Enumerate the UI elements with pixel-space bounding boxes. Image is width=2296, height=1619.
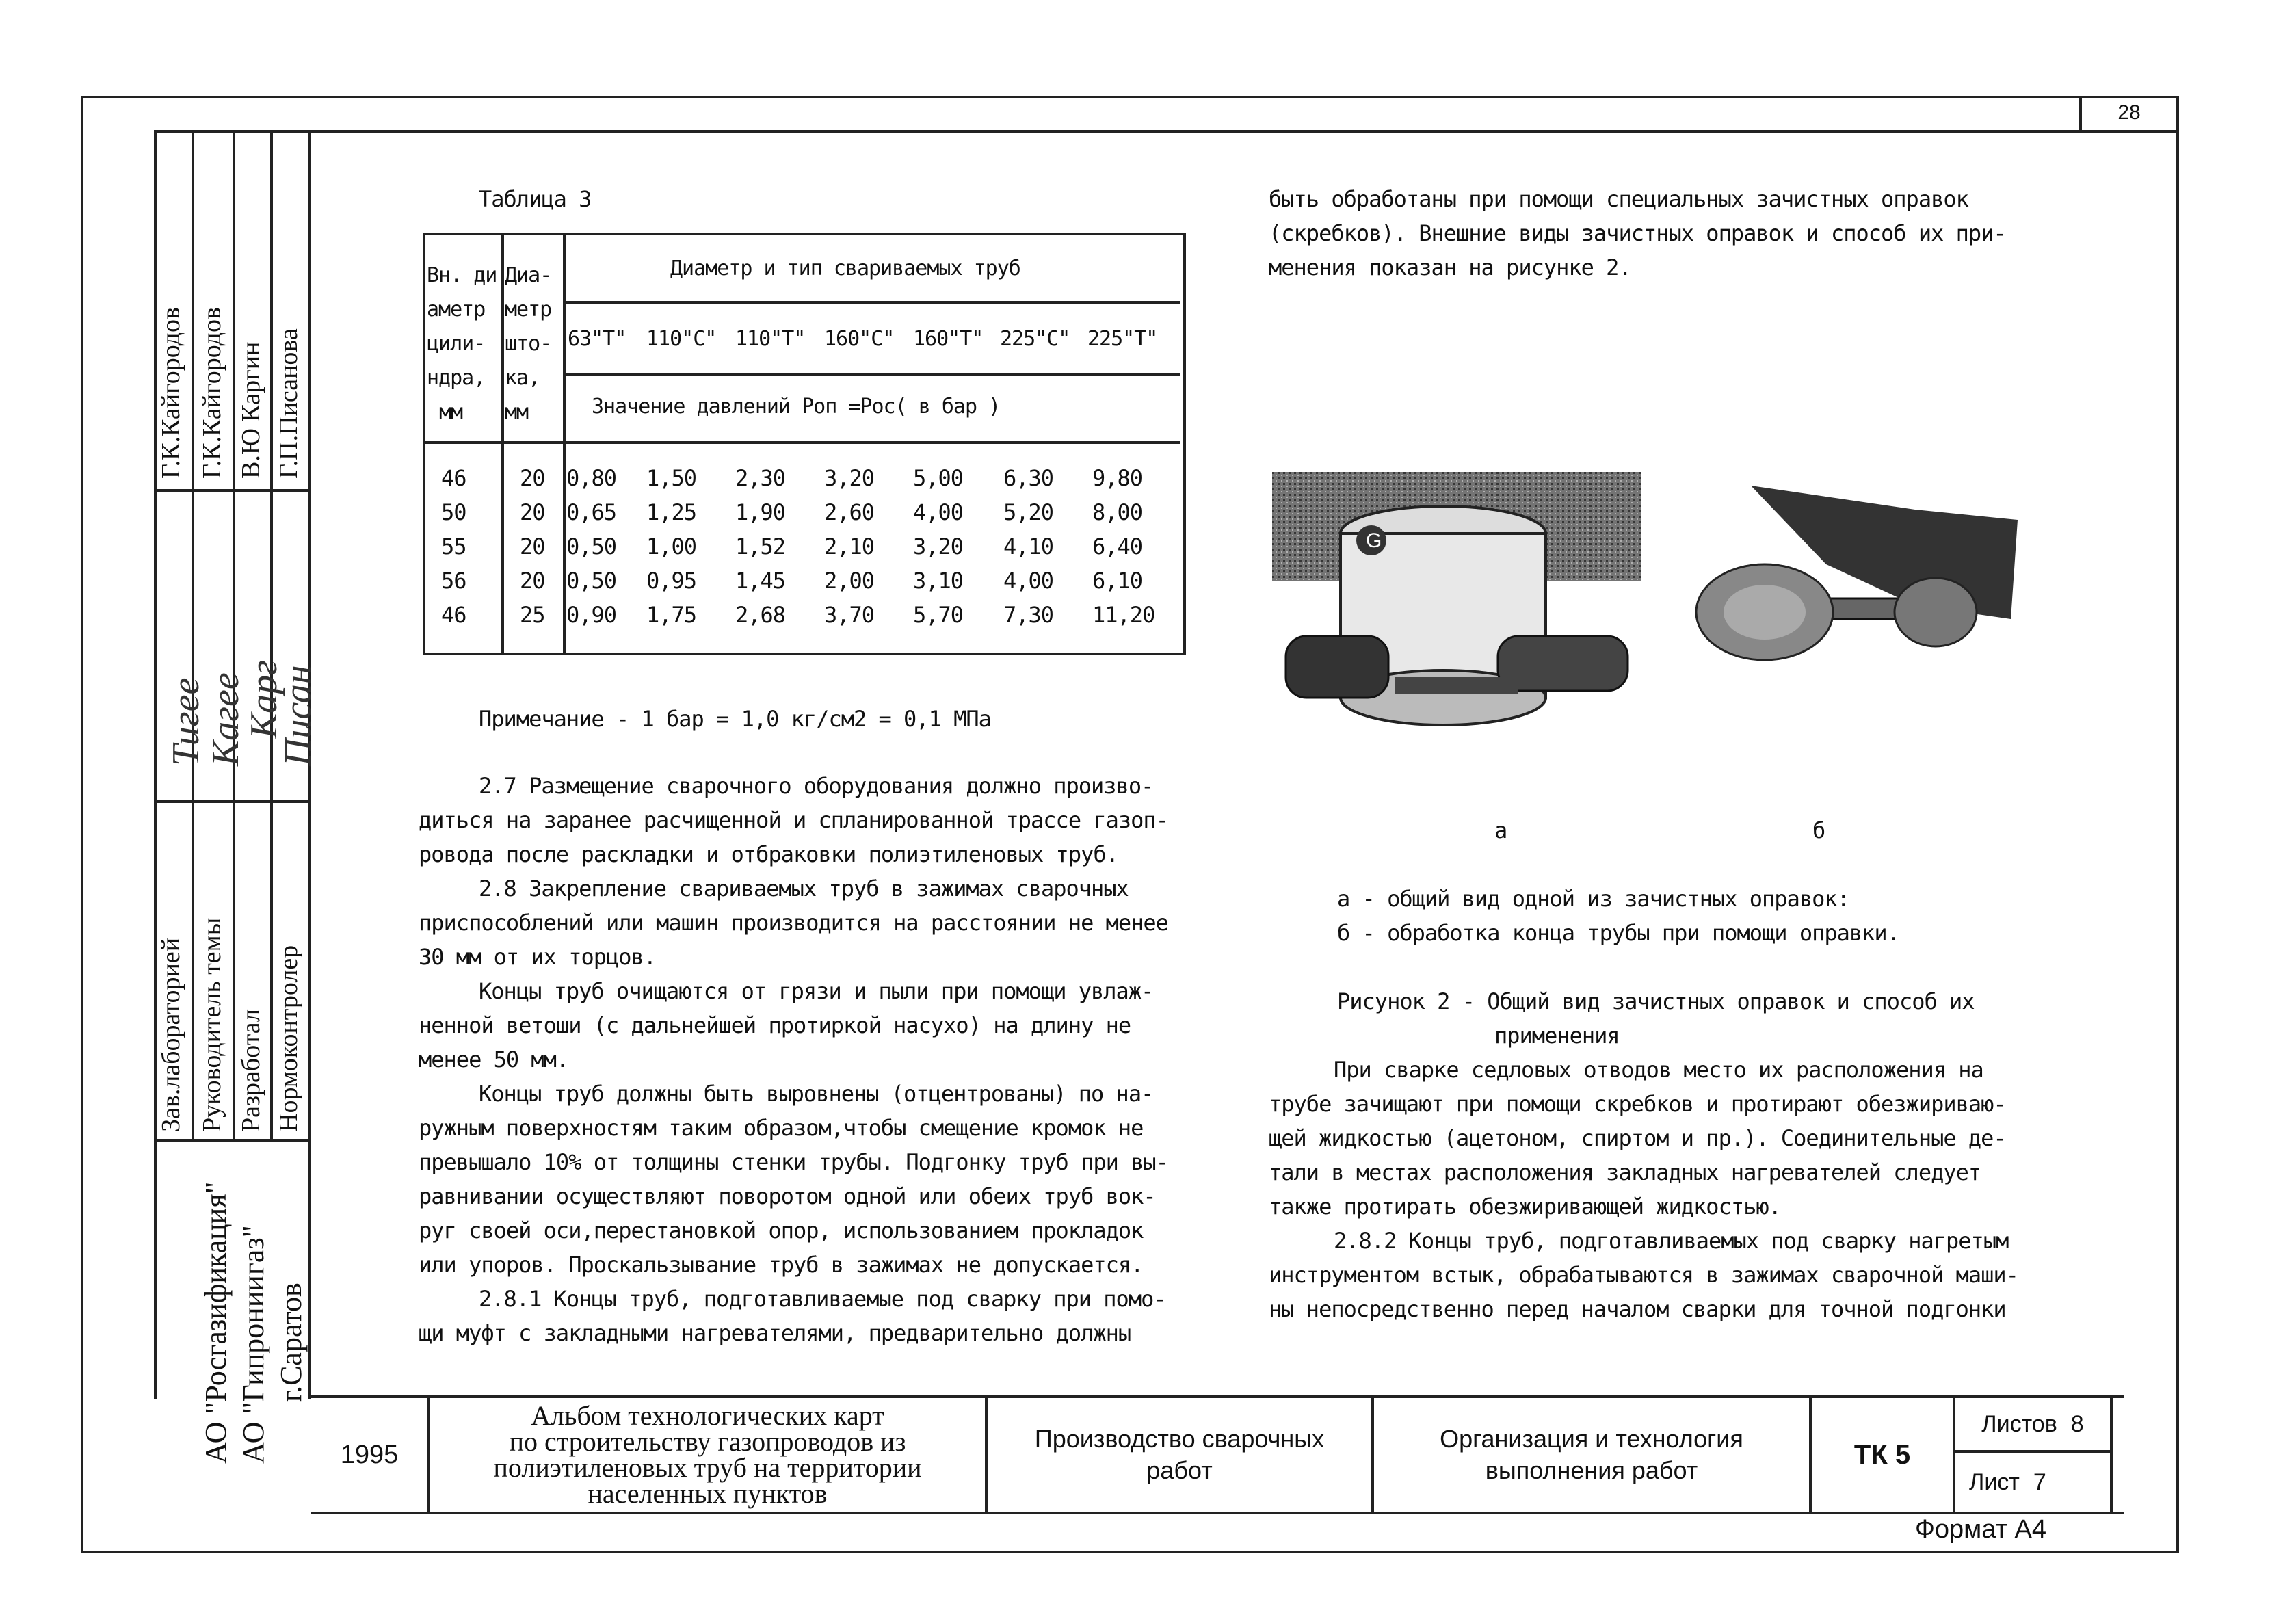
left-para-line: ненной ветоши (с дальнейшей протиркой насухо) на длину не xyxy=(419,1012,1131,1038)
stamp-sheet: Лист 7 xyxy=(1969,1469,2046,1495)
right-para-line: менения показан на рисунке 2. xyxy=(1269,254,1631,280)
side-signature-4: Писан xyxy=(277,665,319,766)
left-para-line: превышало 10% от толщины стенки трубы. Подгонку труб при вы- xyxy=(419,1149,1168,1175)
format-label: Формат А4 xyxy=(1915,1515,2047,1544)
side-name-3: В.Ю Каргин xyxy=(237,341,265,479)
stamp-year: 1995 xyxy=(340,1440,399,1469)
table-head-col1: Вн. ди аметр цили- ндра, мм xyxy=(427,263,497,424)
table-pipe-4: 160"С" xyxy=(824,327,895,351)
right-para-line: тали в местах расположения закладных нагревателей следует xyxy=(1269,1159,1981,1185)
stamp-section: Производство сварочных работ xyxy=(1034,1425,1325,1484)
stamp-topic: Организация и технология выполнения работ xyxy=(1440,1425,1743,1484)
left-para-line: 2.8.1 Концы труб, подготавливаемые под сварку при помо- xyxy=(479,1286,1166,1312)
stamp-sheets: Листов 8 xyxy=(1981,1410,2084,1437)
right-para-line: ны непосредственно перед началом сварки для точной подгонки xyxy=(1269,1296,2006,1322)
table-row: 46 25 0,90 1,75 2,68 3,70 5,70 7,30 11,20 xyxy=(441,602,1155,628)
figure-photo-a xyxy=(1272,472,1641,752)
right-para-line: трубе зачищают при помощи скребков и протирают обезжириваю- xyxy=(1269,1091,2006,1117)
svg-text:G: G xyxy=(1366,529,1382,552)
left-para-line: 2.7 Размещение сварочного оборудования должно произво- xyxy=(479,773,1154,799)
side-role-4: Нормоконтролер xyxy=(274,945,303,1132)
figure-caption-b: б - обработка конца трубы при помощи оправки. xyxy=(1337,920,1899,946)
left-para-line: Концы труб очищаются от грязи и пыли при помощи увлаж- xyxy=(479,978,1154,1004)
left-para-line: менее 50 мм. xyxy=(419,1047,569,1072)
side-signature-1: Тигее xyxy=(165,677,207,766)
side-org-1: АО "Росгазификация" xyxy=(199,1181,233,1464)
side-col-line-3 xyxy=(270,130,273,1139)
left-para-line: или упоров. Проскальзывание труб в зажимах не допускается. xyxy=(419,1252,1144,1278)
side-row-line-2 xyxy=(154,800,310,803)
side-row-line-3 xyxy=(154,1139,310,1142)
side-role-2: Руководитель темы xyxy=(198,917,226,1132)
side-org-2: АО "Гипрониигаз" xyxy=(237,1225,270,1464)
stamp-code: ТК 5 xyxy=(1853,1439,1911,1470)
side-role-1: Зав.лабораторией xyxy=(157,937,185,1132)
side-name-1: Г.К.Кайгородов xyxy=(157,307,185,479)
page-number: 28 xyxy=(2079,96,2176,133)
side-signature-3: Карг xyxy=(243,659,285,739)
right-para-line: также протирать обезжиривающей жидкостью. xyxy=(1269,1194,1781,1220)
left-para-line: ружным поверхностям таким образом,чтобы смещение кромок не xyxy=(419,1115,1144,1141)
table-row-line-3 xyxy=(423,441,1180,444)
table-pipe-6: 225"С" xyxy=(1000,327,1070,351)
figure-photo-b xyxy=(1689,482,2024,674)
right-para-line: щей жидкостью (ацетоном, спиртом и пр.). Соединительные де- xyxy=(1269,1125,2006,1151)
stamp-sep-6 xyxy=(2110,1395,2113,1514)
table-row: 55 20 0,50 1,00 1,52 2,10 3,20 4,10 6,40 xyxy=(441,534,1143,560)
table-row-line-1 xyxy=(563,301,1180,304)
table-row: 46 20 0,80 1,50 2,30 3,20 5,00 6,30 9,80 xyxy=(441,465,1143,491)
left-para-line: диться на заранее расчищенной и спланированной трассе газоп- xyxy=(419,807,1168,833)
stamp-bottom-line xyxy=(311,1512,2124,1514)
figure-label-a: а xyxy=(1494,817,1507,843)
table-caption: Таблица 3 xyxy=(479,186,592,212)
table-note: Примечание - 1 бар = 1,0 кг/см2 = 0,1 МПа xyxy=(479,706,991,732)
left-para-line: ровода после раскладки и отбраковки полиэтиленовых труб. xyxy=(419,841,1118,867)
side-org-3: г.Саратов xyxy=(274,1282,308,1402)
left-para-line: 30 мм от их торцов. xyxy=(419,944,657,970)
right-para-line: 2.8.2 Концы труб, подготавливаемых под сварку нагретым xyxy=(1334,1228,2009,1254)
table-row: 50 20 0,65 1,25 1,90 2,60 4,00 5,20 8,00 xyxy=(441,499,1143,525)
side-col-line-2 xyxy=(233,130,235,1139)
side-col-line-1 xyxy=(192,130,194,1139)
table-row: 56 20 0,50 0,95 1,45 2,00 3,10 4,00 6,10 xyxy=(441,568,1143,594)
right-para-line: быть обработаны при помощи специальных зачистных оправок xyxy=(1269,186,1968,212)
table-head-group: Диаметр и тип свариваемых труб xyxy=(670,256,1020,280)
left-para-line: 2.8 Закрепление свариваемых труб в зажимах сварочных xyxy=(479,876,1129,901)
left-para-line: равнивании осуществляют поворотом одной или обеих труб вок- xyxy=(419,1183,1156,1209)
left-para-line: щи муфт с закладными нагревателями, предварительно должны xyxy=(419,1320,1131,1346)
table-pipe-1: 63"Т" xyxy=(568,327,626,351)
table-pipe-7: 225"Т" xyxy=(1087,327,1158,351)
table-head-pressure: Значение давлений Роп =Рос( в бар ) xyxy=(592,395,1001,419)
left-para-line: Концы труб должны быть выровнены (отцентрованы) по на- xyxy=(479,1081,1154,1107)
figure-label-b: б xyxy=(1812,817,1825,843)
table-pipe-2: 110"С" xyxy=(646,327,717,351)
figure-caption-a: а - общий вид одной из зачистных оправок: xyxy=(1337,886,1849,912)
side-signature-2: Кагее xyxy=(204,672,247,766)
right-para-line: При сварке седловых отводов место их расположения на xyxy=(1334,1057,1983,1083)
right-para-line: (скребков). Внешние виды зачистных оправок и способ их при- xyxy=(1269,220,2006,246)
figure-title-2: применения xyxy=(1494,1023,1620,1049)
top-border-line xyxy=(154,130,2174,133)
table-pipe-3: 110"Т" xyxy=(735,327,806,351)
stamp-album: Альбом технологических карт по строительству газопроводов из полиэтиленовых труб на территории населенных пунктов xyxy=(493,1400,922,1509)
right-para-line: инструментом встык, обрабатываются в зажимах сварочной маши- xyxy=(1269,1262,2018,1288)
left-para-line: руг своей оси,перестановкой опор, использованием прокладок xyxy=(419,1217,1144,1243)
figure-title-1: Рисунок 2 - Общий вид зачистных оправок и способ их xyxy=(1337,988,1975,1014)
side-name-4: Г.П.Писанова xyxy=(274,328,303,479)
left-para-line: приспособлений или машин производится на расстоянии не менее xyxy=(419,910,1168,936)
table-row-line-2 xyxy=(563,373,1180,376)
table-head-col2: Диа- метр што- ка, мм xyxy=(505,263,552,424)
side-role-3: Разработал xyxy=(237,1009,265,1132)
table-pipe-5: 160"Т" xyxy=(913,327,984,351)
side-name-2: Г.К.Кайгородов xyxy=(198,307,226,479)
